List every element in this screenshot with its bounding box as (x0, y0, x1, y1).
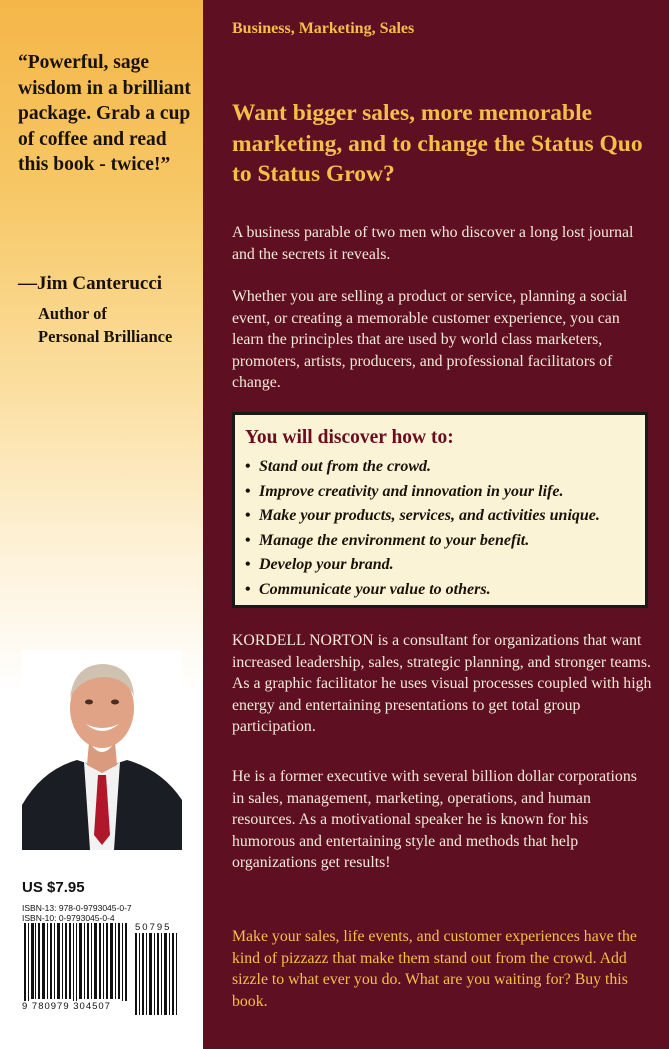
list-item (245, 553, 600, 578)
author-role-line2: Personal Brilliance (38, 327, 173, 346)
list-item (245, 455, 600, 480)
closing-call-to-action: Make your sales, life events, and customer experiences have the kind of pizzazz that make them stand out from the crowd. Add sizzle to what ever you do. What are you waiting for? Buy this book. (232, 928, 637, 1010)
testimonial-author-role (38, 302, 172, 348)
list-item-text: Manage the environment to your benefit. (259, 531, 530, 549)
bullet-icon: • (245, 580, 251, 598)
author-bio-paragraph: KORDELL NORTON is a consultant for organizations that want increased leadership, sales, strategic planning, and stronger teams. As a graphic facilitator he uses visual processes coupled with high energy and entertaining presentations to get total group participation. (232, 632, 652, 735)
headline: Want bigger sales, more memorable marketing, and to change the Status Quo to Status Grow? (232, 100, 643, 187)
list-item-text: Develop your brand. (259, 556, 394, 573)
list-item (245, 504, 600, 529)
bullet-icon: • (245, 507, 251, 524)
benefits-title: You will discover how to: (245, 427, 454, 448)
category-label: Business, Marketing, Sales (232, 20, 415, 37)
author-experience-paragraph: He is a former executive with several billion dollar corporations in sales, management, marketing, operations, and human resources. As a motivational speaker he is known for his humorous and entertaining style and methods that help organizations get results! (232, 768, 637, 871)
bullet-icon: • (245, 531, 251, 549)
list-item (245, 529, 600, 554)
testimonial-author: —Jim Canterucci (18, 273, 163, 294)
list-item (245, 480, 600, 505)
intro-paragraph: A business parable of two men who discover a long lost journal and the secrets it reveals. (232, 224, 634, 263)
bullet-icon: • (245, 482, 251, 500)
author-role-line1: Author of (38, 304, 107, 323)
barcode-digits: 9 780979 304507 (22, 1001, 128, 1012)
isbn10-label: ISBN-10: 0-9793045-0-4 (22, 913, 115, 923)
bullet-icon: • (245, 556, 251, 573)
list-item-text: Stand out from the crowd. (259, 458, 432, 475)
list-item-text: Improve creativity and innovation in your life. (259, 482, 564, 500)
testimonial-quote: “Powerful, sage wisdom in a brilliant package. Grab a cup of coffee and read this book - twice!” (18, 52, 191, 175)
list-item (245, 578, 600, 603)
benefits-list (245, 455, 600, 602)
list-item-text: Make your products, services, and activities unique. (259, 507, 600, 524)
list-item-text: Communicate your value to others. (259, 580, 491, 598)
price-label: US $7.95 (22, 879, 85, 896)
left-panel (0, 0, 203, 1049)
bullet-icon: • (245, 458, 251, 475)
benefits-box (232, 412, 648, 608)
author-photo (22, 650, 182, 850)
barcode-addon-digits: 50795 (135, 922, 172, 933)
description-paragraph: Whether you are selling a product or service, planning a social event, or creating a memorable customer experience, you can learn the principles that are used by world class marketers, promoters, artists, producers, and professional facilitators of change. (232, 288, 628, 391)
isbn13-label: ISBN-13: 978-0-9793045-0-7 (22, 903, 132, 913)
